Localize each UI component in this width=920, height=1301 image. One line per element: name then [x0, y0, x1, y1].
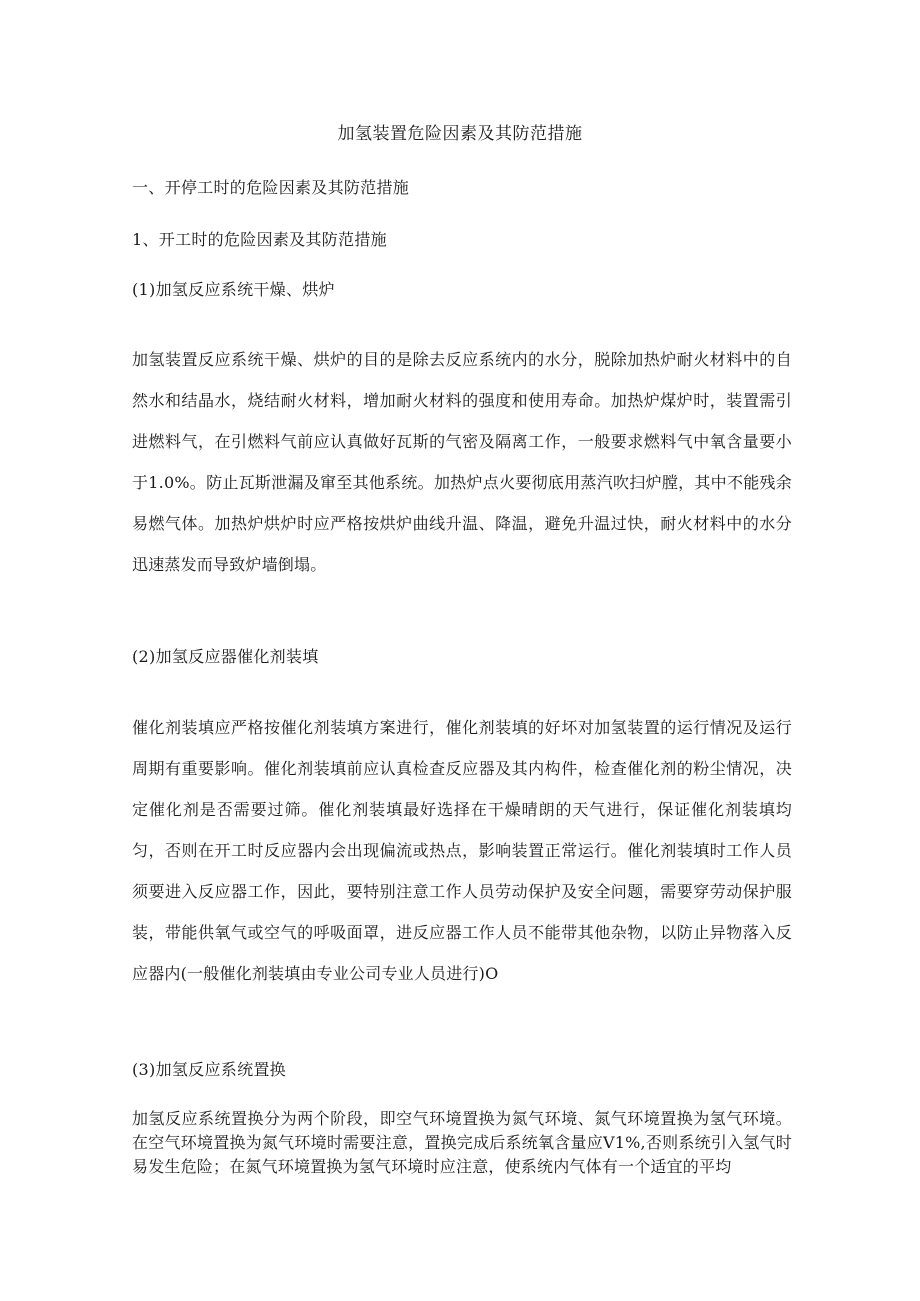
item-heading-catalyst-loading: (2)加氢反应器催化剂装填: [132, 647, 319, 666]
document-title: 加氢装置危险因素及其防范措施: [337, 124, 583, 144]
paragraph-replacement: 加氢反应系统置换分为两个阶段，即空气环境置换为氮气环境、氮气环境置换为氢气环境。在空气环境置换为氮气环境时需要注意，置换完成后系统氧含量应V1%,否则系统引入氢气时易发生危险；在氮气环境置换为氢气环境时应注意，使系统内气体有一个适宜的平均: [132, 1109, 792, 1176]
item-heading-replacement: (3)加氢反应系统置换: [132, 1060, 286, 1079]
subsection-heading: 1、开工时的危险因素及其防范措施: [132, 230, 387, 249]
paragraph-catalyst-loading: 催化剂装填应严格按催化剂装填方案进行，催化剂装填的好坏对加氢装置的运行情况及运行周期有重要影响。催化剂装填前应认真检查反应器及其内构件，检查催化剂的粉尘情况，决定催化剂是否需要过筛。催化剂装填最好选择在干燥晴朗的天气进行，保证催化剂装填均匀，否则在开工时反应器内会出现偏流或热点，影响装置正常运行。催化剂装填时工作人员须要进入反应器工作，因此，要特别注意工作人员劳动保护及安全问题，需要穿劳动保护服装，带能供氧气或空气的呼吸面罩，进反应器工作人员不能带其他杂物，以防止异物落入反应器内(一般催化剂装填由专业公司专业人员进行)O: [132, 718, 792, 983]
section-heading: 一、开停工时的危险因素及其防范措施: [132, 178, 410, 197]
paragraph-drying: 加氢装置反应系统干燥、烘炉的目的是除去反应系统内的水分，脱除加热炉耐火材料中的自然水和结晶水，烧结耐火材料，增加耐火材料的强度和使用寿命。加热炉煤炉时，装置需引进燃料气，在引燃料气前应认真做好瓦斯的气密及隔离工作，一般要求燃料气中氧含量要小于1.0%。防止瓦斯泄漏及窜至其他系统。加热炉点火要彻底用蒸汽吹扫炉膛，其中不能残余易燃气体。加热炉烘炉时应严格按烘炉曲线升温、降温，避免升温过快，耐火材料中的水分迅速蒸发而导致炉墙倒塌。: [132, 350, 792, 574]
item-heading-drying: (1)加氢反应系统干燥、烘炉: [132, 280, 335, 299]
